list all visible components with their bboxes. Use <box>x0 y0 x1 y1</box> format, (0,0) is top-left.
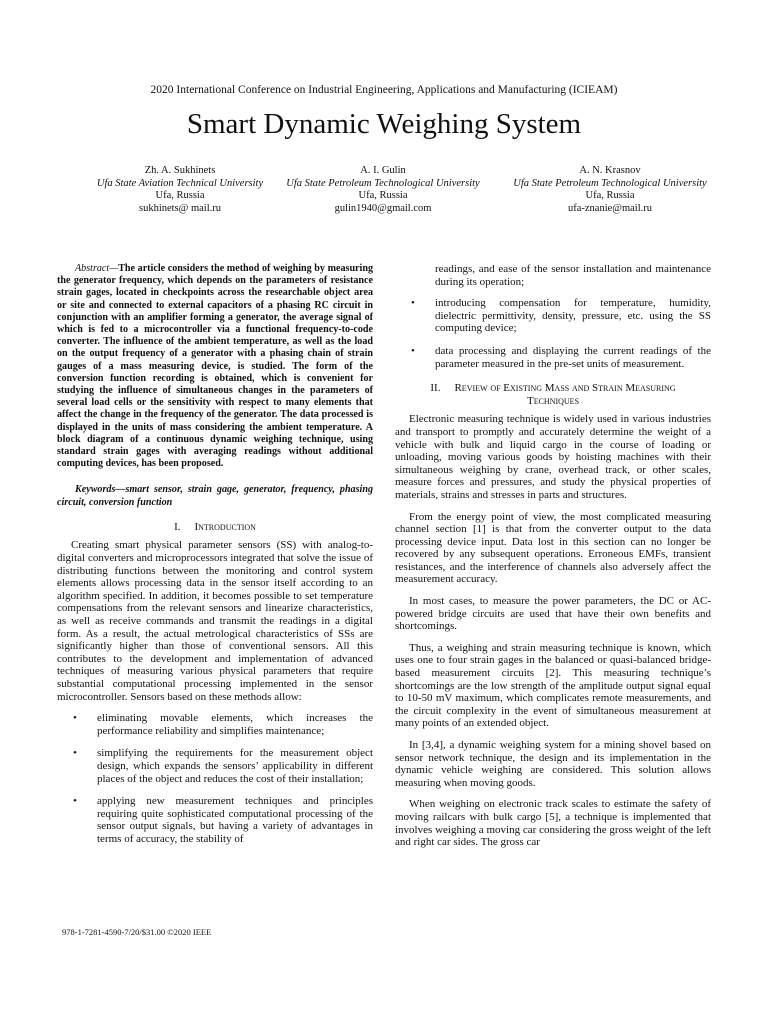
abstract-text: The article considers the method of weighing by measuring the generator frequency, which depends on the parameters of resistance strain gages, located in checkpoints across the researchable object area or site and connected to external capacitors of a phasing RC circuit in conjunction with an amplifier forming a generator, the average signal of which is fed to a microcontroller via a functional frequency-to-code converter. The influence of the ambient temperature, as well as the load on the output frequency of a generator with a phasing chain of strain gauges of a mass measuring device, is studied. The form of the conversion function recording is obtained, which is convenient for studying the influence of simultaneous changes in the parameters of several load cells or the sensitivity with respect to many elements that affect the change in the frequency of the generator. The data processed is displayed in the units of mass considering the ambient temperature. A block diagram of a continuous dynamic weighing technique, using standard strain gages with averaging readings without additional computing devices, has been proposed. <box>57 263 373 470</box>
section-title: Review of Existing Mass and Strain Measuring <box>454 382 676 395</box>
body-paragraph: Thus, a weighing and strain measuring technique is known, which uses one to four strain gages in the balanced or quasi-balanced bridge-based measurement circuits [2]. This measuring technique’s shortcomings are the low strength of the amplitude output signal equal to 10-50 mV maximum, which complicates remote measurements, and the circuit complexity in the event of simultaneous measurement at many points of an extended object. <box>395 641 711 730</box>
abstract-label: Abstract <box>75 263 110 274</box>
bullet-icon: • <box>411 344 415 357</box>
author-block <box>65 165 295 215</box>
list-item: • data processing and displaying the current readings of the parameter measured in the pre-set units of measurement. <box>411 344 711 370</box>
list-item: • introducing compensation for temperature, humidity, dielectric permittivity, density, pressure, etc. using the SS computing device; <box>411 297 711 335</box>
author-affiliation: Ufa State Petroleum Technological University <box>513 177 707 189</box>
author-email: gulin1940@gmail.com <box>334 202 432 214</box>
body-paragraph: Electronic measuring technique is widely used in various industries and transport to promptly and accurately determine the weight of a vehicle with bulk and liquid cargo in the course of loading or unloading, moving various goods by hoisting machines with their simultaneous weighing by crane, overhead track, or other scales, measure forces and pressures, and study the physical properties of materials, strains and stresses in parts and structures. <box>395 413 711 501</box>
section-number: I. <box>174 520 181 533</box>
author-affiliation: Ufa State Aviation Technical University <box>96 177 264 189</box>
bullet-icon: • <box>73 747 77 760</box>
bullet-list <box>57 712 373 845</box>
author-name: A. N. Krasnov <box>579 165 641 176</box>
list-item-continuation: readings, and ease of the sensor installation and maintenance during its operation; <box>435 263 711 288</box>
bullet-icon: • <box>411 297 415 310</box>
body-paragraph: Creating smart physical parameter sensors (SS) with analog-to-digital converters and microprocessors integrated that solve the issue of distributing functions between the monitoring and control system elements allows processing data in the sensor itself according to an algorithm specified. In addition, it becomes possible to set temperature compensations from the relevant sensors and linearize characteristics, as well as receive commands and transmit the readings in a digital form. As a result, the actual metrological characteristics of SSs are significantly higher than those of conventional sensors. All this contributes to the development and implementation of advanced techniques of measuring various physical parameters that require substantial computational processing implemented in the sensor microcontroller. Sensors based on these methods allow: <box>57 539 373 703</box>
copyright-footer: 978-1-7281-4590-7/20/$31.00 ©2020 IEEE <box>62 927 212 937</box>
bullet-list <box>395 297 711 370</box>
abstract: Abstract—The article considers the method of weighing by measuring the generator frequency, which depends on the parameters of resistance strain gages, located in checkpoints across the researchable object area or site and connected to external capacitors of a phasing RC circuit in conjunction with an amplifier forming a generator, the average signal of which is fed to a microcontroller via a functional frequency-to-code converter. The influence of the ambient temperature, as well as the load on the output frequency of a generator with a phasing chain of strain gauges of a mass measuring device, is studied. The form of the conversion function recording is obtained, which is convenient for studying the influence of simultaneous changes in the parameters of several load cells or the sensitivity with respect to many elements that affect the change in the frequency of the generator. The data processed is displayed in the units of mass considering the ambient temperature. A block diagram of a continuous dynamic weighing technique, using standard strain gages with averaging readings without additional computing devices, has been proposed. <box>57 263 373 470</box>
section-heading-review <box>395 382 711 407</box>
author-city: Ufa, Russia <box>155 190 205 201</box>
bullet-icon: • <box>73 795 77 808</box>
author-block <box>495 165 725 215</box>
body-paragraph: When weighing on electronic track scales to estimate the safety of moving railcars with bulk cargo [5], a technique is implemented that involves weighing a moving car considering the gross weight of the left and right car sides. The gross car <box>395 798 711 849</box>
author-city: Ufa, Russia <box>585 190 635 201</box>
conference-name: 2020 International Conference on Industrial Engineering, Applications and Manufacturing (ICIEAM) <box>150 84 618 96</box>
keywords: Keywords—smart sensor, strain gage, generator, frequency, phasing circuit, conversion function <box>57 484 373 508</box>
body-paragraph: In most cases, to measure the power parameters, the DC or AC-powered bridge circuits are used that have their own benefits and shortcomings. <box>395 595 711 633</box>
section-title-line2: Techniques <box>526 394 580 407</box>
body-paragraph: From the energy point of view, the most complicated measuring channel section [1] is that from the converter output to the data processing device input. Data lost in this section can no longer be recovered by any subsequent operations. Erroneous EMFs, transient resistances, and the interference of channels also adversely affect the measurement accuracy. <box>395 510 711 586</box>
keywords-label: Keywords <box>75 484 116 496</box>
author-affiliation: Ufa State Petroleum Technological University <box>286 177 480 189</box>
author-email: sukhinets@ mail.ru <box>139 202 221 214</box>
author-email: ufa-znanie@mail.ru <box>567 202 652 214</box>
bullet-icon: • <box>73 712 77 725</box>
paper-title: Smart Dynamic Weighing System <box>186 108 582 140</box>
list-item: • eliminating movable elements, which increases the performance reliability and simplifies maintenance; <box>73 712 373 737</box>
section-title: Introduction <box>194 520 256 533</box>
section-heading-introduction <box>57 521 373 534</box>
list-item: • applying new measurement techniques and principles requiring quite sophisticated computational processing of the sensor output signals, but having a variety of advantages in terms of accuracy, the stability of <box>73 795 373 845</box>
author-name: Zh. A. Sukhinets <box>144 165 216 176</box>
keywords-text: smart sensor, strain gage, generator, frequency, phasing circuit, conversion function <box>57 484 373 508</box>
body-paragraph: In [3,4], a dynamic weighing system for a mining shovel based on sensor network technique, the design and its implementation in the dynamic vehicle weighing are considered. This solution allows measuring when moving goods. <box>395 739 711 789</box>
list-item: • simplifying the requirements for the measurement object design, which expands the sensors’ applicability in different places of the object and reduces the cost of their installation; <box>73 747 373 785</box>
author-city: Ufa, Russia <box>358 190 408 201</box>
left-column <box>57 263 373 856</box>
section-number: II. <box>430 382 441 395</box>
author-name: A. I. Gulin <box>360 165 406 176</box>
author-block <box>268 165 498 215</box>
right-column <box>395 263 711 858</box>
